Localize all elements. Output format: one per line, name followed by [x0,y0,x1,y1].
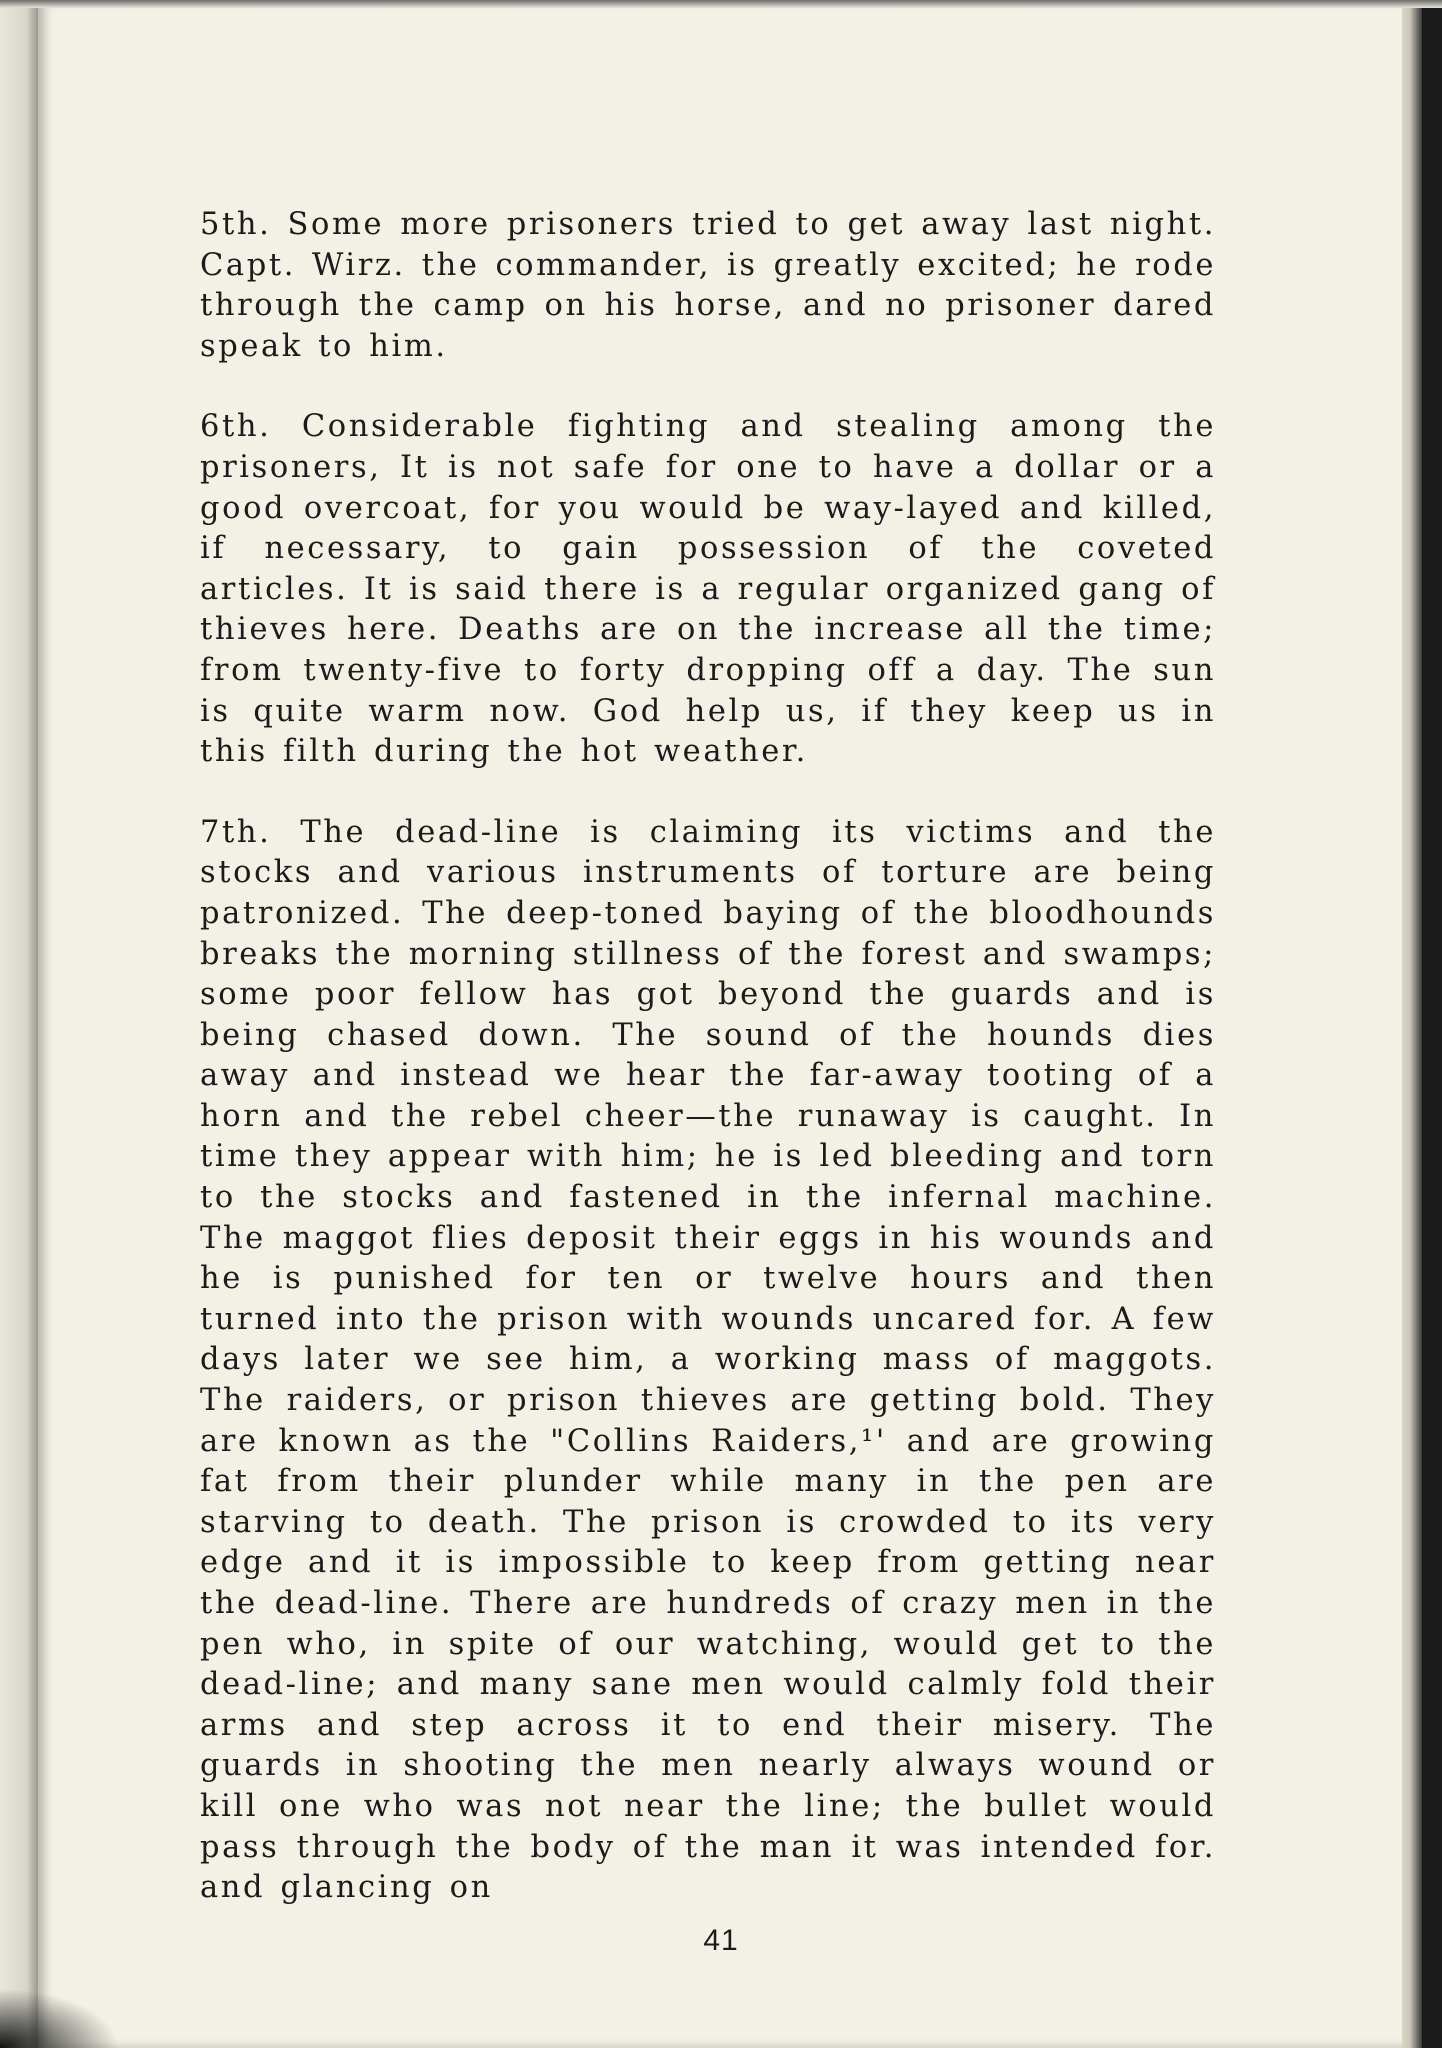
gutter-shadow [0,1988,120,2048]
book-spine [0,0,38,2048]
paragraph-6th: 6th. Considerable fighting and stealing among the prisoners, It is not safe for one to have a dollar or a good overcoat, for you would be way-layed and killed, if necessary, to gain possession of the coveted articles. It is said there is a regular organized gang of thieves here. Deaths are on the increase all the time; from twenty-five to forty dropping off a day. The sun is quite warm now. God help us, if they keep us in this filth during the hot weather. [200,409,1216,770]
page-number: 41 [703,1924,739,1957]
paragraph-5th: 5th. Some more prisoners tried to get away last night. Capt. Wirz. the commander, is greatly excited; he rode through the camp on his horse, and no prisoner dared speak to him. [200,207,1216,364]
body-text [200,205,1216,1949]
page-edge [1402,0,1422,2048]
paragraph-7th: 7th. The dead-line is claiming its victims and the stocks and various instruments of torture are being patronized. The deep-toned baying of the bloodhounds breaks the morning stillness of the forest and swamps; some poor fellow has got beyond the guards and is being chased down. The sound of the hounds dies away and instead we hear the far-away tooting of a horn and the rebel cheer—the runaway is caught. In time they appear with him; he is led bleeding and torn to the stocks and fastened in the infernal machine. The maggot flies deposit their eggs in his wounds and he is punished for ten or twelve hours and then turned into the prison with wounds uncared for. A few days later we see him, a working mass of maggots. The raiders, or prison thieves are getting bold. They are known as the "Collins Raiders,¹' and are growing fat from their plunder while many in the pen are starving to death. The prison is crowded to its very edge and it is impossible to keep from getting near the dead-line. There are hundreds of crazy men in the pen who, in spite of our watching, would get to the dead-line; and many sane men would calmly fold their arms and step across it to end their misery. The guards in shooting the men nearly always wound or kill one who was not near the line; the bullet would pass through the body of the man it was intended for. and glancing on [200,814,1216,1906]
top-edge [0,0,1442,8]
